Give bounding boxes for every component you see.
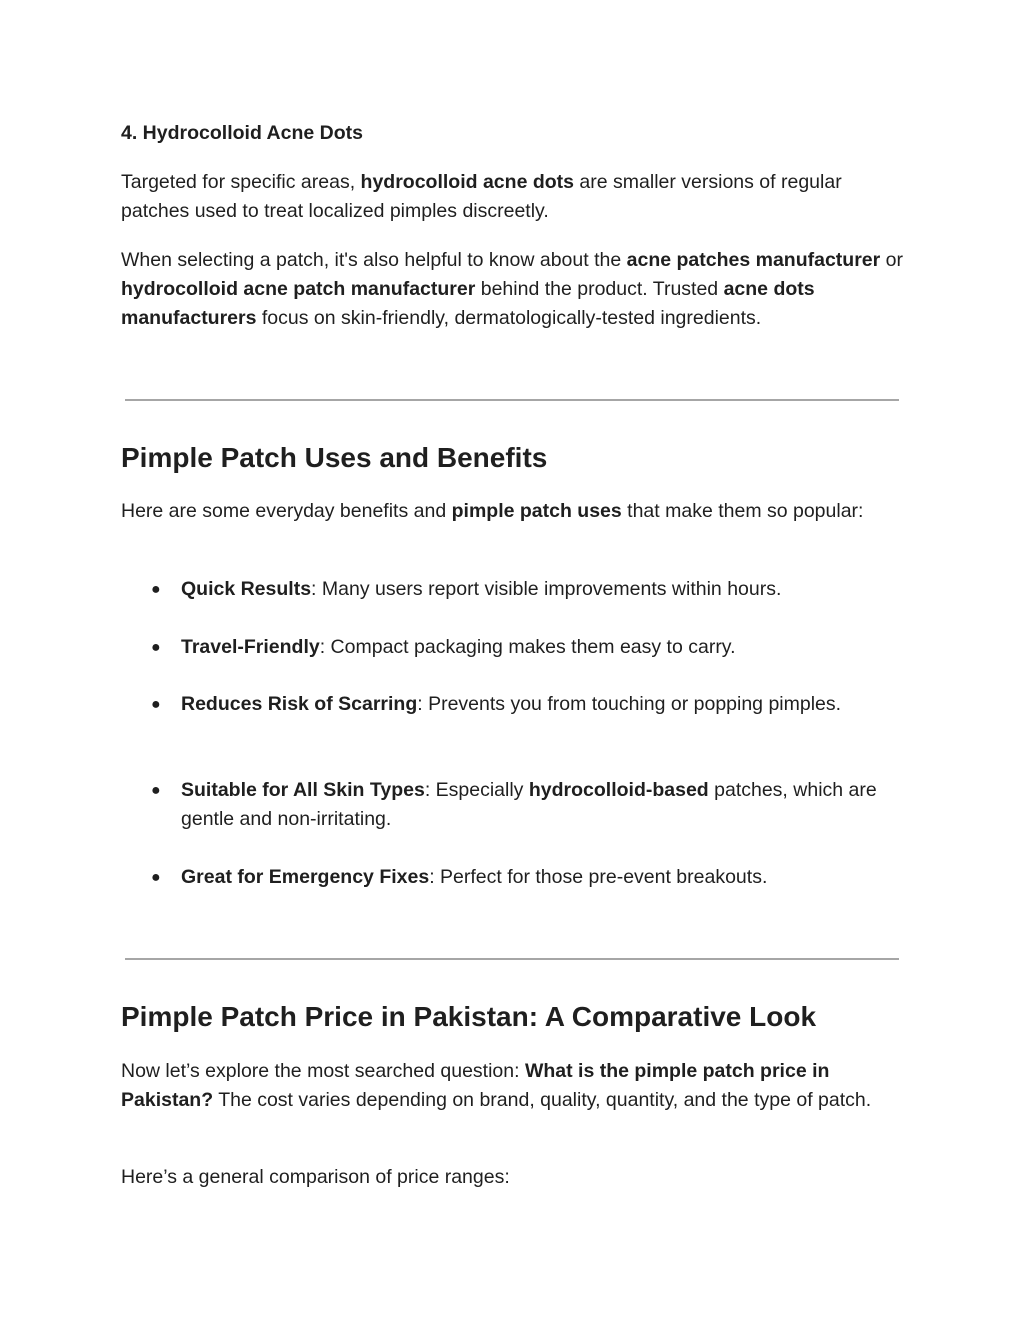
list-item-text: Suitable for All Skin Types: Especially hydrocolloid-based patches, which are gentle and non-irritating. (181, 779, 877, 830)
bold-term: acne patches manufacturer (626, 249, 881, 271)
bullet-icon: ● (151, 869, 161, 886)
list-item (121, 863, 911, 892)
paragraph-price-intro: Now let’s explore the most searched question: What is the pimple patch price in Pakistan? The cost varies depending on brand, quality, quantity, and the type of patch. (121, 1060, 872, 1111)
paragraph-uses-intro: Here are some everyday benefits and pimple patch uses that make them so popular: (121, 500, 864, 522)
bold-term: hydrocolloid acne patch manufacturer (121, 278, 476, 300)
paragraph-price-comparison: Here’s a general comparison of price ranges: (121, 1166, 510, 1188)
list-item (121, 633, 911, 662)
paragraph-manufacturer: When selecting a patch, it's also helpful to know about the acne patches manufacturer or hydrocolloid acne patch manufacturer behind the product. Trusted acne dots manufacturers focus on skin-friendly, dermatologically-tested ingredients. (121, 249, 903, 329)
list-item (121, 575, 911, 604)
list-item (121, 776, 911, 834)
section-divider (125, 958, 899, 960)
bold-term: What is the pimple patch price in Pakistan? (121, 1060, 830, 1111)
section-divider (125, 399, 899, 401)
list-item-text: Travel-Friendly: Compact packaging makes them easy to carry. (181, 636, 736, 658)
bold-term: hydrocolloid acne dots (360, 171, 574, 193)
list-item-text: Reduces Risk of Scarring: Prevents you from touching or popping pimples. (181, 693, 842, 715)
bold-term: acne dots manufacturers (121, 278, 815, 329)
section-heading-uses-benefits: Pimple Patch Uses and Benefits (121, 442, 548, 473)
section-heading-price: Pimple Patch Price in Pakistan: A Comparative Look (121, 1001, 817, 1032)
list-item-text: Quick Results: Many users report visible improvements within hours. (181, 578, 782, 600)
bullet-icon: ● (151, 581, 161, 598)
bullet-icon: ● (151, 696, 161, 713)
section-heading-hydrocolloid-dots: 4. Hydrocolloid Acne Dots (121, 122, 363, 144)
bold-term: pimple patch uses (451, 500, 622, 522)
paragraph-acne-dots-intro: Targeted for specific areas, hydrocolloid acne dots are smaller versions of regular patches used to treat localized pimples discreetly. (121, 171, 842, 222)
bullet-icon: ● (151, 782, 161, 799)
list-item (121, 690, 911, 748)
list-item-text: Great for Emergency Fixes: Perfect for those pre-event breakouts. (181, 866, 768, 888)
bullet-icon: ● (151, 639, 161, 656)
